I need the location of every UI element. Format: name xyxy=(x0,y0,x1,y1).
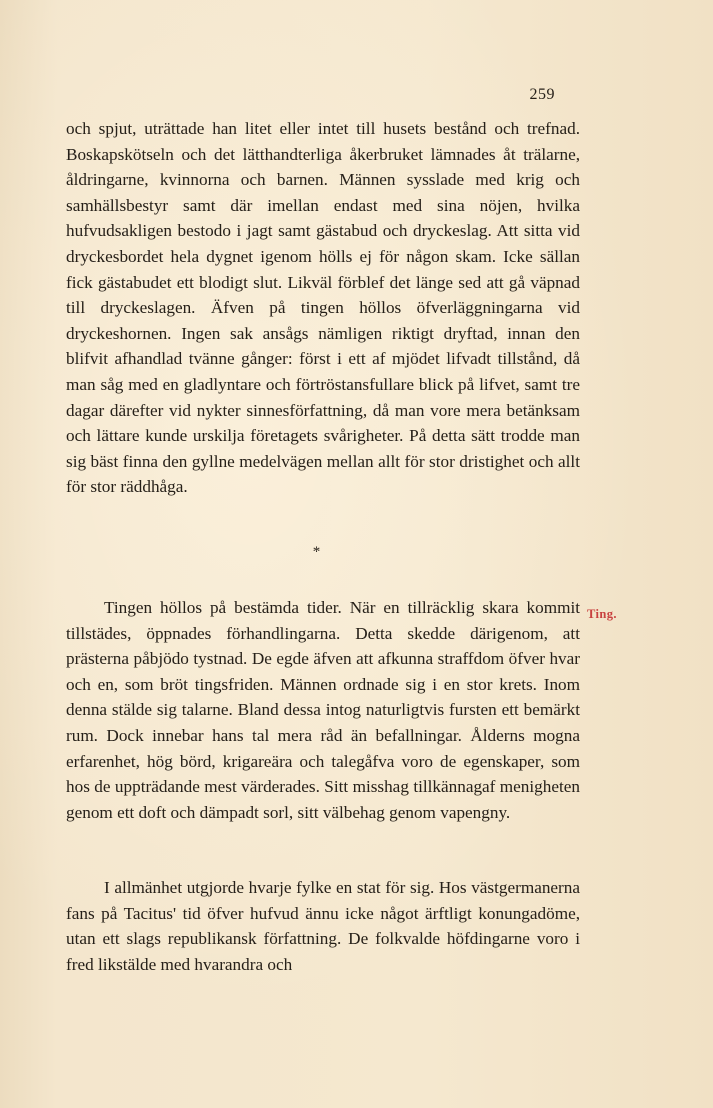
paragraph-2: Tingen höllos på bestämda tider. När en tillräcklig skara kommit tillstädes, öppnades förhandlingarna. Detta skedde därigenom, att prästerna påbjödo tystnad. De egde äfven att afkunna straffdom öfver hvar och en, som bröt tingsfriden. Männen ordnade sig i en stor krets. Inom denna stälde sig talarne. Bland dessa intog naturligtvis fursten ett bemärkt rum. Dock innebar hans tal mera råd än befallningar. Ålderns mogna erfarenhet, hög börd, krigareära och talegåfva voro de egenskaper, som hos de uppträdande mest värderades. Sitt misshag tillkännagaf menigheten genom ett doft och dämpadt sorl, sitt välbehag genom vapengny. xyxy=(66,598,580,822)
paragraph-3: I allmänhet utgjorde hvarje fylke en stat för sig. Hos västgermanerna fans på Tacitus' tid öfver hufvud ännu icke något ärftligt konungadöme, utan ett slags republikansk författning. De folkvalde höfdingarne voro i fred likstälde med hvarandra och xyxy=(66,878,580,974)
margin-note-ting: Ting. xyxy=(587,607,617,621)
paragraph-1: och spjut, uträttade han litet eller intet till husets bestånd och trefnad. Boskapskötseln och det lätthandterliga åkerbruket lämnades åt trälarne, åldringarne, kvinnorna och barnen. Männen sysslade med krig och samhällsbestyr samt där imellan endast med sina nöjen, hvilka hufvudsakligen bestodo i jagt samt gästabud och dryckeslag. Att sitta vid dryckesbordet hela dygnet igenom hölls ej för någon skam. Icke sällan fick gästabudet ett blodigt slut. Likväl förblef det länge sed att gå väpnad till dryckeslagen. Äfven på tingen höllos öfverläggningarna vid dryckeshornen. Ingen sak ansågs nämligen riktigt dryftad, innan den blifvit afhandlad tvänne gånger: först i ett af mjödet lifvadt tillstånd, då man såg med en gladlyntare och förtröstansfullare blick på lifvet, samt tre dagar därefter vid nykter sinnesförfattning, då man vore mera betänksam och lättare kunde urskilja företagets svårigheter. På detta sätt trodde man sig bäst finna den gyllne medelvägen mellan allt för stor dristighet och allt för stor räddhåga. xyxy=(66,119,580,497)
section-separator: * xyxy=(312,544,321,560)
page-number: 259 xyxy=(529,86,555,103)
